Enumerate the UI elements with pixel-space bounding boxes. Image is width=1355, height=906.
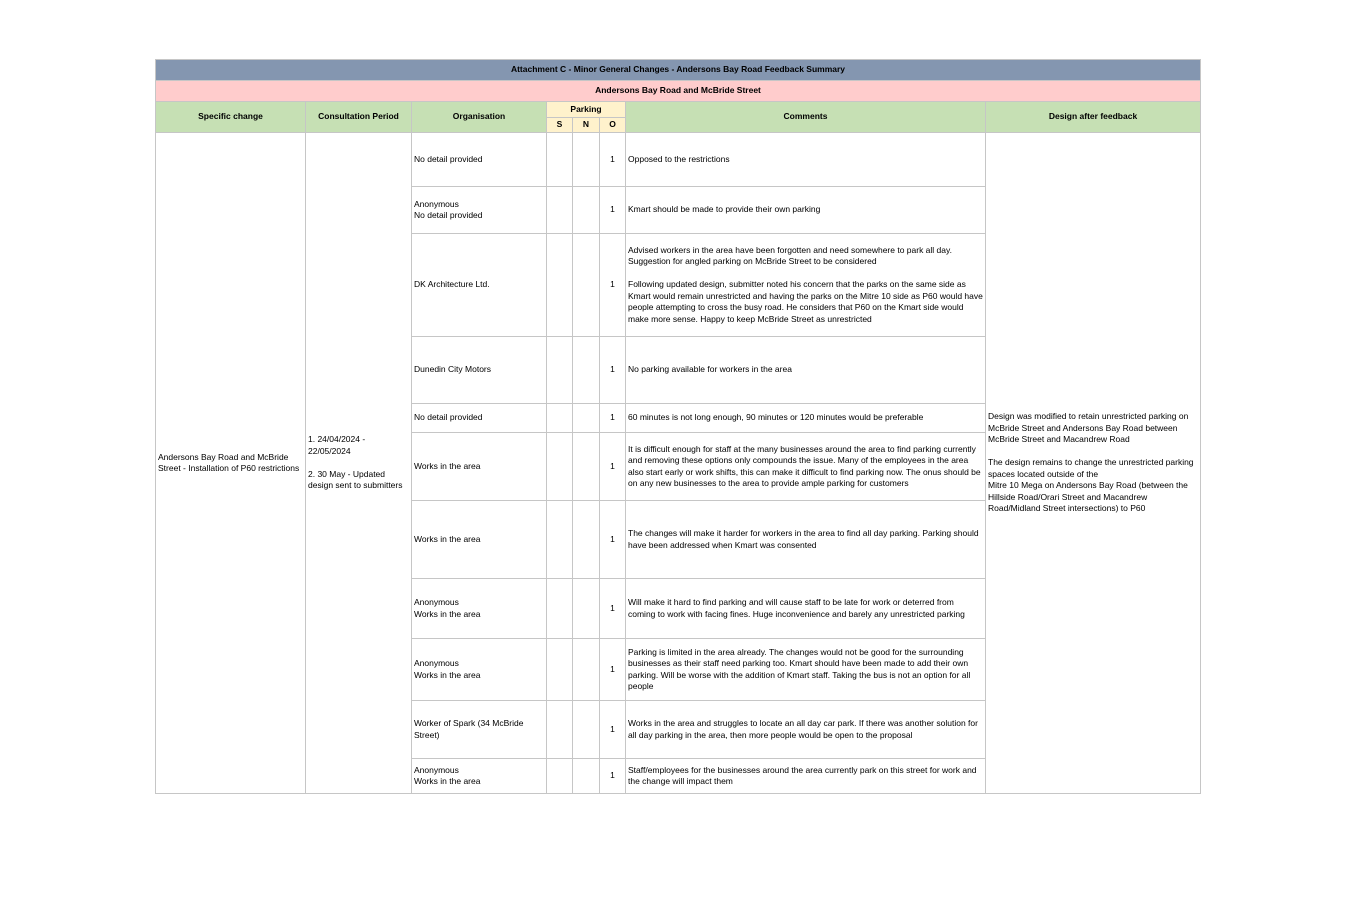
comment-cell: Works in the area and struggles to locate an all day car park. If there was another solution for all day parking in the area, then more people would be open to the proposal — [626, 701, 986, 759]
comment-cell: No parking available for workers in the area — [626, 337, 986, 404]
organisation-cell: Anonymous Works in the area — [412, 639, 547, 701]
parking-s-cell — [547, 579, 573, 639]
parking-s-cell — [547, 639, 573, 701]
sheet-title: Attachment C - Minor General Changes - Andersons Bay Road Feedback Summary — [156, 60, 1201, 81]
parking-o-cell: 1 — [600, 579, 626, 639]
header-design-after-feedback: Design after feedback — [986, 102, 1201, 133]
comment-cell: Staff/employees for the businesses around the area currently park on this street for work and the change will impact them — [626, 759, 986, 794]
header-parking-s: S — [547, 118, 573, 133]
comment-cell: Kmart should be made to provide their own parking — [626, 187, 986, 234]
organisation-cell: Works in the area — [412, 501, 547, 579]
parking-o-cell: 1 — [600, 234, 626, 337]
header-consultation-period: Consultation Period — [306, 102, 412, 133]
parking-o-cell: 1 — [600, 187, 626, 234]
specific-change-cell: Andersons Bay Road and McBride Street - Installation of P60 restrictions — [156, 133, 306, 794]
header-specific-change: Specific change — [156, 102, 306, 133]
parking-o-cell: 1 — [600, 433, 626, 501]
parking-n-cell — [573, 579, 600, 639]
parking-o-cell: 1 — [600, 337, 626, 404]
organisation-cell: No detail provided — [412, 404, 547, 433]
parking-s-cell — [547, 404, 573, 433]
organisation-cell: Anonymous Works in the area — [412, 579, 547, 639]
header-comments: Comments — [626, 102, 986, 133]
comment-cell: Advised workers in the area have been forgotten and need somewhere to park all day. Suggestion for angled parking on McBride Street to be considered Following updated design, submitter noted his concern that the parks on the same side as Kmart would remain unrestricted and having the parks on the Mitre 10 side as P60 would have people attempting to cross the busy road. He considers that P60 on the Kmart side would make more sense. Happy to keep McBride Street as unrestricted — [626, 234, 986, 337]
organisation-cell: No detail provided — [412, 133, 547, 187]
header-parking-o: O — [600, 118, 626, 133]
parking-n-cell — [573, 133, 600, 187]
parking-n-cell — [573, 404, 600, 433]
parking-s-cell — [547, 701, 573, 759]
comment-cell: Opposed to the restrictions — [626, 133, 986, 187]
parking-s-cell — [547, 337, 573, 404]
organisation-cell: Works in the area — [412, 433, 547, 501]
parking-o-cell: 1 — [600, 759, 626, 794]
feedback-summary-table — [155, 59, 1201, 794]
header-parking: Parking — [547, 102, 626, 118]
comment-cell: It is difficult enough for staff at the many businesses around the area to find parking currently and removing these options only compounds the issue. Many of the employees in the area also start early or work shifts, this can make it difficult to find parking now. The onus should be on any new businesses to the area to provide ample parking for customers — [626, 433, 986, 501]
parking-n-cell — [573, 759, 600, 794]
comment-cell: Parking is limited in the area already. The changes would not be good for the surrounding businesses as their staff need parking too. Kmart should have been made to add their own parking. Will be worse with the addition of Kmart staff. Taking the bus is not an option for all people — [626, 639, 986, 701]
sheet-subtitle: Andersons Bay Road and McBride Street — [156, 81, 1201, 102]
parking-s-cell — [547, 433, 573, 501]
parking-s-cell — [547, 187, 573, 234]
parking-n-cell — [573, 433, 600, 501]
parking-n-cell — [573, 187, 600, 234]
consultation-period-cell: 1. 24/04/2024 - 22/05/2024 2. 30 May - Updated design sent to submitters — [306, 133, 412, 794]
parking-o-cell: 1 — [600, 639, 626, 701]
parking-o-cell: 1 — [600, 133, 626, 187]
header-organisation: Organisation — [412, 102, 547, 133]
parking-o-cell: 1 — [600, 404, 626, 433]
parking-n-cell — [573, 501, 600, 579]
design-after-feedback-cell: Design was modified to retain unrestricted parking on McBride Street and Andersons Bay Road between McBride Street and Macandrew Road The design remains to change the unrestricted parking spaces located outside of the Mitre 10 Mega on Andersons Bay Road (between the Hillside Road/Orari Street and Macandrew Road/Midland Street intersections) to P60 — [986, 133, 1201, 794]
parking-n-cell — [573, 337, 600, 404]
comment-cell: Will make it hard to find parking and will cause staff to be late for work or deterred from coming to work with facing fines. Huge inconvenience and barely any unrestricted parking — [626, 579, 986, 639]
parking-n-cell — [573, 234, 600, 337]
organisation-cell: Anonymous Works in the area — [412, 759, 547, 794]
parking-o-cell: 1 — [600, 701, 626, 759]
parking-s-cell — [547, 133, 573, 187]
parking-n-cell — [573, 639, 600, 701]
organisation-cell: DK Architecture Ltd. — [412, 234, 547, 337]
organisation-cell: Anonymous No detail provided — [412, 187, 547, 234]
table-row — [156, 133, 1201, 187]
parking-o-cell: 1 — [600, 501, 626, 579]
parking-s-cell — [547, 234, 573, 337]
comment-cell: 60 minutes is not long enough, 90 minutes or 120 minutes would be preferable — [626, 404, 986, 433]
comment-cell: The changes will make it harder for workers in the area to find all day parking. Parking should have been addressed when Kmart was consented — [626, 501, 986, 579]
header-parking-n: N — [573, 118, 600, 133]
parking-s-cell — [547, 759, 573, 794]
parking-n-cell — [573, 701, 600, 759]
organisation-cell: Dunedin City Motors — [412, 337, 547, 404]
parking-s-cell — [547, 501, 573, 579]
organisation-cell: Worker of Spark (34 McBride Street) — [412, 701, 547, 759]
